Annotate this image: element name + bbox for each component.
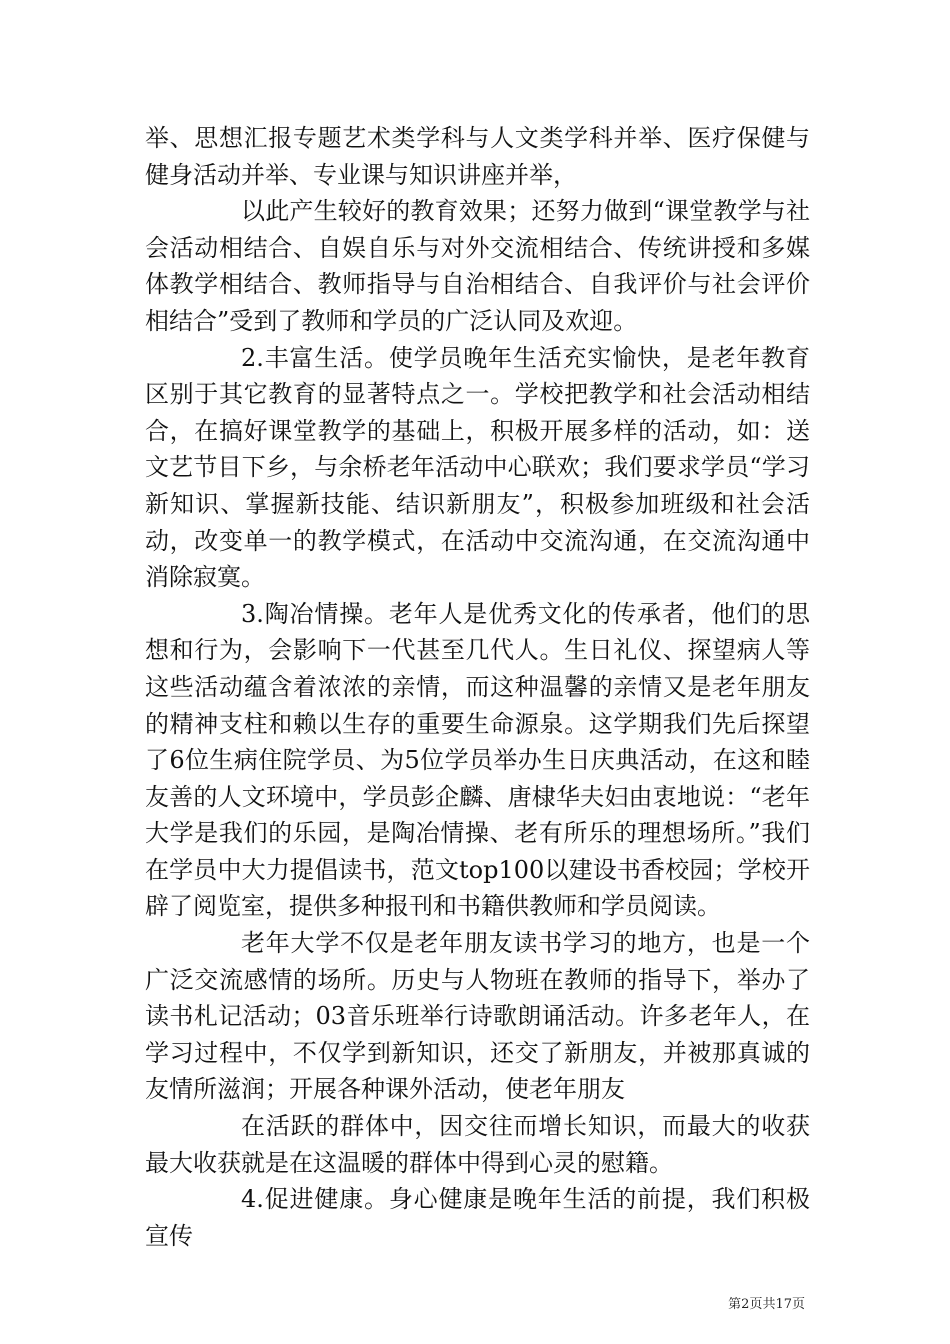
paragraph-5: 老年大学不仅是老年朋友读书学习的地方，也是一个广泛交流感情的场所。历史与人物班在教师的指导下，举办了读书札记活动；03音乐班举行诗歌朗诵活动。许多老年人，在学习过程中，不仅学到新知识，还交了新朋友，并被那真诚的友情所滋润；开展各种课外活动，使老年朋友 <box>145 929 810 1104</box>
paragraph-2: 以此产生较好的教育效果；还努力做到“课堂教学与社会活动相结合、自娱自乐与对外交流相结合、传统讲授和多媒体教学相结合、教师指导与自治相结合、自我评价与社会评价相结合”受到了教师和学员的广泛认同及欢迎。 <box>145 197 810 335</box>
paragraph-7: 4.促进健康。身心健康是晚年生活的前提，我们积极宣传 <box>145 1185 810 1250</box>
paragraph-1: 举、思想汇报专题艺术类学科与人文类学科并举、医疗保健与健身活动并举、专业课与知识讲座并举， <box>145 124 810 189</box>
page-number-footer: 第2页共17页 <box>728 1297 805 1312</box>
document-body <box>145 120 810 1254</box>
paragraph-6: 在活跃的群体中，因交往而增长知识，而最大的收获最大收获就是在这温暖的群体中得到心灵的慰籍。 <box>145 1112 810 1177</box>
paragraph-3: 2.丰富生活。使学员晚年生活充实愉快，是老年教育区别于其它教育的显著特点之一。学校把教学和社会活动相结合，在搞好课堂教学的基础上，积极开展多样的活动，如：送文艺节目下乡，与余桥老年活动中心联欢；我们要求学员“学习新知识、掌握新技能、结识新朋友”，积极参加班级和社会活动，改变单一的教学模式，在活动中交流沟通，在交流沟通中消除寂寞。 <box>145 343 810 592</box>
paragraph-4: 3.陶冶情操。老年人是优秀文化的传承者，他们的思想和行为，会影响下一代甚至几代人。生日礼仪、探望病人等这些活动蕴含着浓浓的亲情，而这种温馨的亲情又是老年朋友的精神支柱和赖以生存的重要生命源泉。这学期我们先后探望了6位生病住院学员、为5位学员举办生日庆典活动，在这和睦友善的人文环境中，学员彭企麟、唐棣华夫妇由衷地说：“老年大学是我们的乐园，是陶冶情操、老有所乐的理想场所。”我们在学员中大力提倡读书，范文top100以建设书香校园；学校开辟了阅览室，提供多种报刊和书籍供教师和学员阅读。 <box>145 599 810 921</box>
